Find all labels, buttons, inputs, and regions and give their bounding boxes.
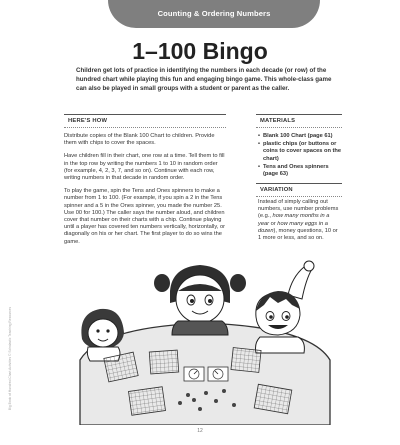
- page-title: 1–100 Bingo: [132, 38, 268, 64]
- variation-text-em2: how many eggs in a dozen: [258, 220, 328, 234]
- section-tab: [108, 0, 320, 28]
- how-paragraph-2: Have children fill in their chart, one row at a time. Tell them to fill in the top row by writing the numbers 1 to 10 in random order (for example, 4, 2, 3, 7, and so on). Continue with each row, writing numbers in that decade in random order.: [64, 153, 225, 182]
- kid-left: [81, 309, 124, 361]
- variation-text-a: Instead of simply calling out numbers, use number problems (e.g.,: [258, 199, 339, 220]
- how-paragraph-1: Distribute copies of the Blank 100 Chart to children. Provide them with chips to cover the spaces.: [64, 133, 215, 147]
- variation-top-rule: [256, 183, 342, 184]
- materials-item: • Blank 100 Chart (page 61): [258, 133, 342, 140]
- variation-heading: VARIATION: [260, 187, 293, 193]
- kid-right: [256, 261, 315, 353]
- variation-under-rule: [256, 196, 342, 197]
- materials-top-rule: [256, 114, 342, 115]
- materials-under-rule: [256, 127, 342, 128]
- variation-text-em: how many months in a year: [258, 213, 330, 227]
- section-tab-label: Counting & Ordering Numbers: [157, 9, 271, 18]
- kids-bingo-illustration: [60, 255, 350, 425]
- how-heading: HERE'S HOW: [68, 118, 108, 124]
- materials-item: • plastic chips (or buttons or coins to cover spaces on the chart): [258, 141, 342, 163]
- how-paragraph-3: To play the game, spin the Tens and Ones spinners to make a number from 1 to 100. (For example, if you spin a 2 in the Tens spinner and a 5 in the Ones spinner, you made the number 25. Use 00 for 100.) The caller says the number aloud, and children cover that number on their charts with a chip. Continue playing until a player has covered ten numbers vertically, horizontally, or diagonally on his or her chart. The first player to do so wins the game.: [64, 188, 226, 245]
- variation-text-b: or: [269, 220, 278, 227]
- materials-list: [258, 133, 342, 178]
- materials-item: • Tens and Ones spinners (page 63): [258, 164, 342, 178]
- variation-section: [258, 199, 342, 242]
- credit-line: [8, 300, 16, 410]
- how-under-rule: [64, 127, 226, 128]
- variation-text-c: ), money questions, 10 or 1 more or less, and so on.: [258, 227, 338, 242]
- materials-heading: MATERIALS: [260, 118, 296, 124]
- page-number: 12: [197, 428, 203, 434]
- intro-paragraph: Children get lots of practice in identifying the numbers in each decade (or row) of the hundred chart while playing this fun and engaging bingo game. This whole-class game can also be played in small groups with a student or parent as the caller.: [76, 67, 332, 92]
- how-section: [64, 133, 226, 252]
- materials-section: [258, 133, 342, 179]
- credit-text: Big Book of Hundred Chart Activities © Scholastic Teaching Resources: [8, 306, 12, 410]
- how-top-rule: [64, 114, 226, 115]
